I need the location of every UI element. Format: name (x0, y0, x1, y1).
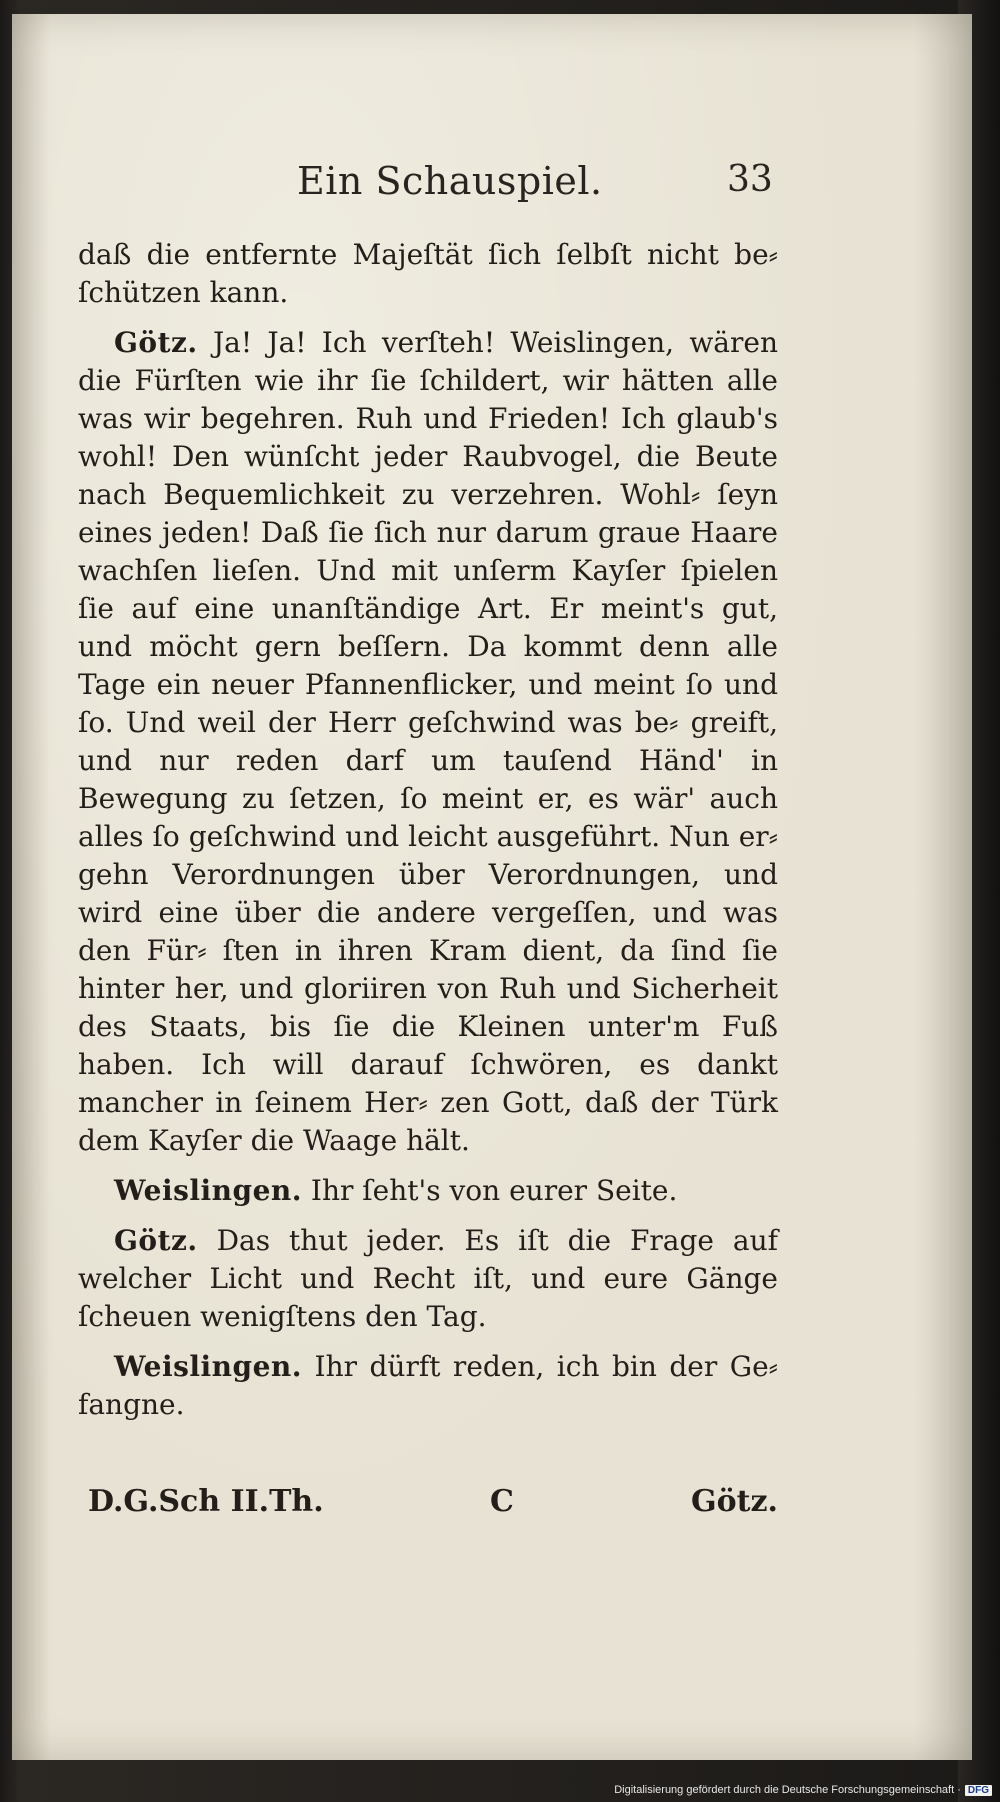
credit-text: Digitalisierung gefördert durch die Deutsche Forschungsgemeinschaft · (614, 1784, 961, 1796)
paragraph-continuation (78, 236, 778, 312)
page-header (12, 159, 972, 219)
running-title: Ein Schauspiel. (297, 159, 603, 203)
dfg-logo: DFG (965, 1785, 992, 1796)
main-text (78, 236, 778, 1436)
page-footer (78, 1484, 778, 1534)
speaker-name: Götz. (114, 326, 198, 359)
page-number: 33 (727, 159, 773, 200)
digitization-credit (614, 1784, 992, 1796)
paragraph-text: daß die entfernte Majeſtät ſich ſelbſt nicht be⸗ ſchützen kann. (78, 238, 778, 309)
speaker-name: Weislingen. (114, 1174, 303, 1207)
speech-text: Ja! Ja! Ich verſteh! Weislingen, wären die Fürſten wie ihr ſie ſchildert, wir hätten alle was wir begehren. Ruh und Frieden! Ich glaub's wohl! Den wünſcht jeder Raubvogel, die Beute nach Bequemlichkeit zu verzehren. Wohl⸗ ſeyn eines jeden! Daß ſie ſich nur darum graue Haare wachſen lieſen. Und mit unſerm Kayſer ſpielen ſie auf eine unanſtändige Art. Er meint's gut, und möcht gern beſſern. Da kommt denn alle Tage ein neuer Pfannenflicker, und meint ſo und ſo. Und weil der Herr geſchwind was be⸗ greift, und nur reden darf um tauſend Händ' in Bewegung zu ſetzen, ſo meint er, es wär' auch alles ſo geſchwind und leicht ausgeführt. Nun er⸗ gehn Verordnungen über Verordnungen, und wird eine über die andere vergeſſen, und was den Für⸗ ſten in ihren Kram dient, da ſind ſie hinter her, und gloriiren von Ruh und Sicherheit des Staats, bis ſie die Kleinen unter'm Fuß haben. Ich will darauf ſchwören, es dankt mancher in ſeinem Her⸗ zen Gott, daß der Türk dem Kayſer die Waage hält. (78, 326, 778, 1157)
speech-goetz-1 (78, 324, 778, 1160)
speech-text: Das thut jeder. Es iſt die Frage auf welcher Licht und Recht iſt, und eure Gänge ſcheuen wenigſtens den Tag. (78, 1224, 778, 1333)
speech-text: Ihr ſeht's von eurer Seite. (310, 1174, 678, 1207)
gathering-mark: C (490, 1484, 514, 1519)
speech-text: Ihr dürft reden, ich bin der Ge⸗ fangne. (78, 1350, 778, 1421)
speech-weislingen-2 (78, 1348, 778, 1424)
speech-goetz-2 (78, 1222, 778, 1336)
speaker-name: Götz. (114, 1224, 198, 1257)
speaker-name: Weislingen. (114, 1350, 303, 1383)
book-page (12, 14, 972, 1760)
speech-weislingen-1 (78, 1172, 778, 1210)
catchword: Götz. (691, 1484, 778, 1519)
signature-line: D.G.Sch II.Th. (88, 1484, 324, 1519)
